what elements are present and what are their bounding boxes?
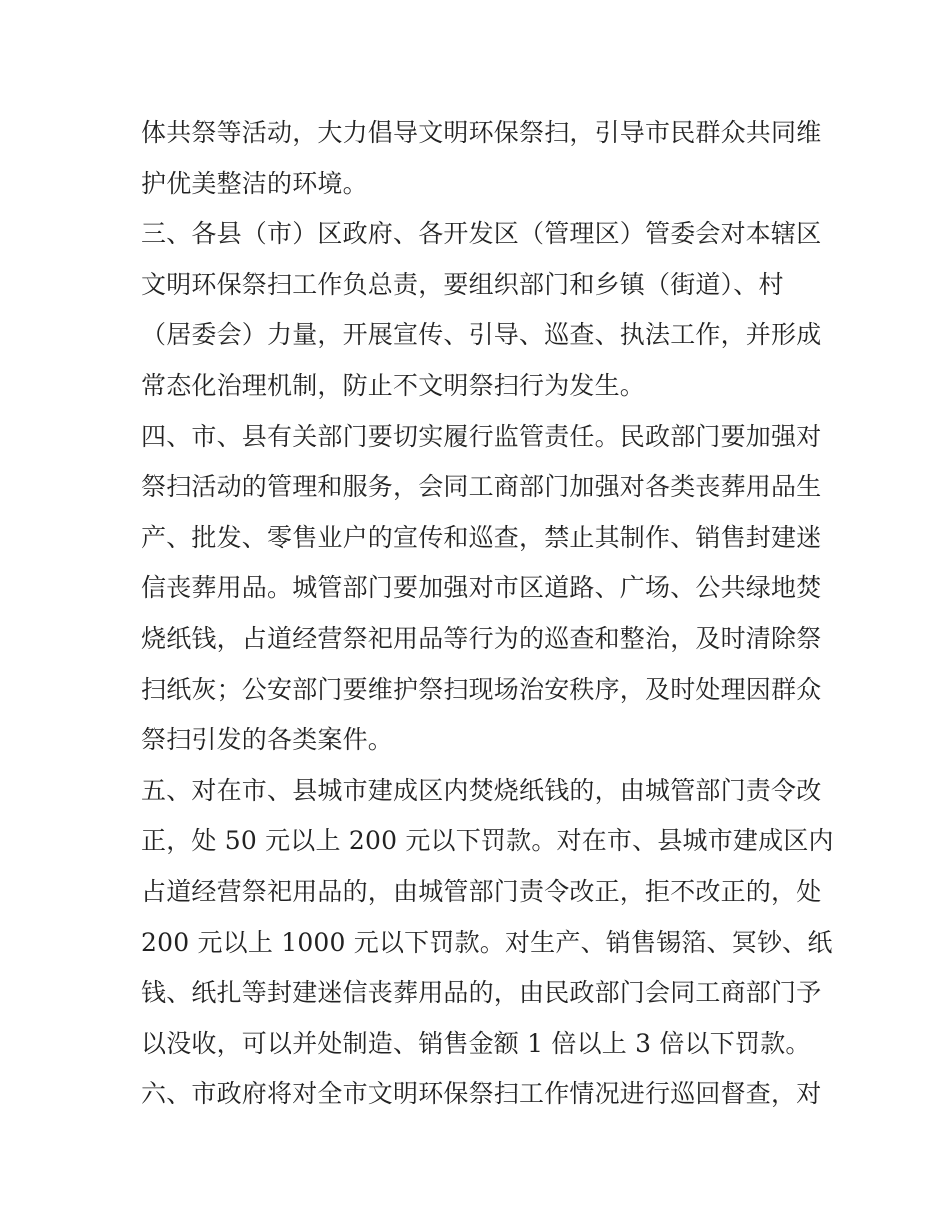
text-line: 体共祭等活动，大力倡导文明环保祭扫，引导市民群众共同维 — [141, 118, 822, 147]
text-line: 护优美整洁的环境。 — [141, 168, 368, 198]
text-line: 五、对在市、县城市建成区内焚烧纸钱的，由城管部门责令改 — [141, 775, 822, 805]
text-line: 扫纸灰；公安部门要维护祭扫现场治安秩序，及时处理因群众 — [141, 674, 822, 704]
document-body — [141, 108, 834, 1120]
text-line: 四、市、县有关部门要切实履行监管责任。民政部门要加强对 — [141, 421, 822, 451]
text-line: 正，处 50 元以上 200 元以下罚款。对在市、县城市建成区内 — [141, 826, 834, 856]
text-line: 常态化治理机制，防止不文明祭扫行为发生。 — [141, 370, 646, 400]
text-line: 祭扫活动的管理和服务，会同工商部门加强对各类丧葬用品生 — [141, 472, 822, 502]
text-line: 祭扫引发的各类案件。 — [141, 725, 394, 755]
text-line: 信丧葬用品。城管部门要加强对市区道路、广场、公共绿地焚 — [141, 573, 822, 603]
text-line: 占道经营祭祀用品的，由城管部门责令改正，拒不改正的，处 — [141, 876, 822, 906]
text-line: 六、市政府将对全市文明环保祭扫工作情况进行巡回督查，对 — [141, 1079, 822, 1109]
text-line: 产、批发、零售业户的宣传和巡查，禁止其制作、销售封建迷 — [141, 522, 822, 552]
text-line: （居委会）力量，开展宣传、引导、巡查、执法工作，并形成 — [141, 320, 822, 350]
text-line: 以没收，可以并处制造、销售金额 1 倍以上 3 倍以下罚款。 — [141, 1028, 811, 1058]
text-line: 200 元以上 1000 元以下罚款。对生产、销售锡箔、冥钞、纸 — [141, 927, 833, 957]
text-line: 文明环保祭扫工作负总责，要组织部门和乡镇（街道）、村 — [141, 269, 784, 299]
text-line: 三、各县（市）区政府、各开发区（管理区）管委会对本辖区 — [141, 219, 822, 249]
text-line: 钱、纸扎等封建迷信丧葬用品的，由民政部门会同工商部门予 — [141, 978, 822, 1008]
text-line: 烧纸钱，占道经营祭祀用品等行为的巡查和整治，及时清除祭 — [141, 623, 822, 653]
